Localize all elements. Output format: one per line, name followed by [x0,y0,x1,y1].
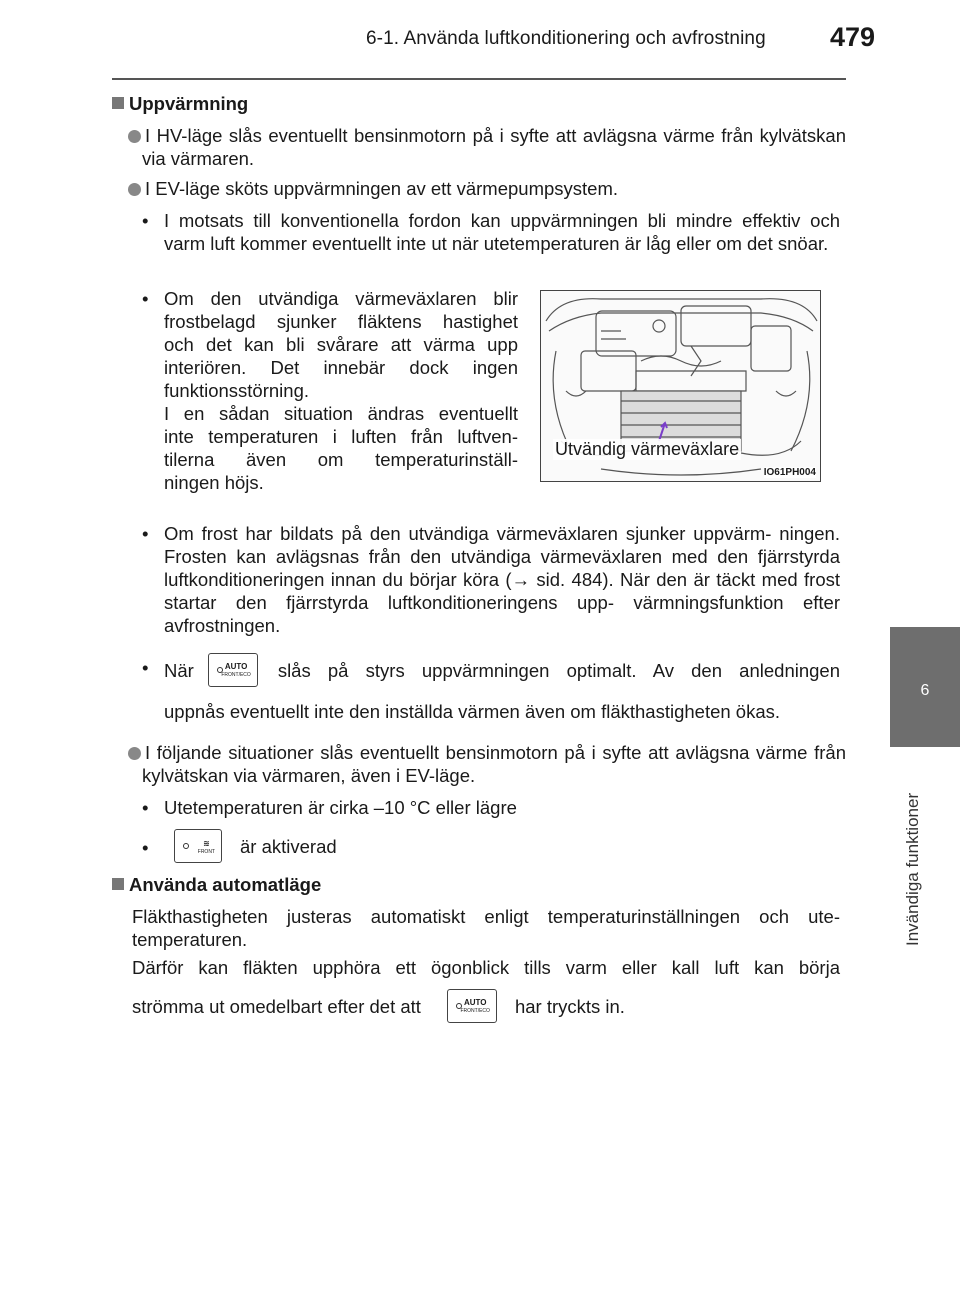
paragraph-ev-mode: I EV-läge sköts uppvärmningen av ett värmepumpsystem. [128,177,846,200]
square-bullet-icon [112,878,124,890]
circle-bullet-icon [128,130,141,143]
paragraph-fan-stop-line1: Därför kan fläkten upphöra ett ögonblick tills varm eller kall luft kan börja [132,957,840,978]
chapter-tab [890,627,960,747]
paragraph-fan-speed: Fläkthastigheten justeras automatiskt enligt temperaturinställningen och ute- temperaturen. [132,906,840,950]
arrow-icon: → [511,569,531,590]
bullet-conventional: • I motsats till konventionella fordon kan uppvärmningen bli mindre effektiv och varm luft kommer eventuellt inte ut när utetemperaturen är låg eller om det snöar. [142,210,840,254]
bullet-outside-temp: • Utetemperaturen är cirka –10 °C eller lägre [142,797,517,818]
paragraph-hv-mode: I HV-läge slås eventuellt bensinmotorn på i syfte att avlägsna värme från kylvätskan via värmaren. [128,124,846,170]
circle-bullet-icon [128,747,141,760]
auto-button-icon: AUTO FRONT/ECO [447,989,497,1023]
header-divider [112,78,846,80]
bullet-auto: • När AUTO FRONT/ECO slås på styrs uppvärmningen optimalt. Av den anledningen uppnås eventuellt inte den inställda värmen även om fläkthastigheten ökas. [142,652,840,723]
section-title: 6-1. Använda luftkonditionering och avfrostning [366,28,766,49]
chapter-label [893,756,933,946]
engine-bay-illustration [540,290,821,482]
bullet-frost-fan: • Om den utvändiga värmeväxlaren blir frostbelagd sjunker fläktens hastighet och det kan bli svårare att värma upp interiören. Det innebär dock ingen funktionsstörning. I en sådan situation ändras eventuellt inte temperaturen i luften från luftven- tilerna även om temperaturinställ- ningen höjs. [142,288,518,493]
front-defroster-button-icon: ≋ FRONT [174,829,222,863]
chapter-label-text: Invändiga funktioner [903,792,922,946]
paragraph-ev-situations: I följande situationer slås eventuellt bensinmotorn på i syfte att avlägsna värme från kylvätskan via värmaren, även i EV-läge. [128,741,846,787]
heading-auto-mode: Använda automatläge [112,873,846,896]
page-number: 479 [830,22,876,52]
illustration-code: IO61PH004 [763,467,816,478]
circle-bullet-icon [128,183,141,196]
square-bullet-icon [112,97,124,109]
bullet-frost-remote: • Om frost har bildats på den utvändiga värmeväxlaren sjunker uppvärm- ningen. Frosten kan avlägsnas från den utvändiga värmeväxlaren med den fjärrstyrda luftkonditioneringen innan du börjar köra (→ sid. 484). När den är täckt med frost startar den fjärrstyrda luftkonditioneringens upp- värmningsfunktion efter avfrostningen. [142,523,840,636]
bullet-front-defrost: • ≋ FRONT är aktiverad [142,828,840,864]
illustration-label: Utvändig värmeväxlare [555,439,740,459]
heading-heating: Uppvärmning [112,92,846,115]
chapter-number: 6 [920,682,930,699]
paragraph-fan-stop-line2: strömma ut omedelbart efter det att AUTO FRONT/ECO har tryckts in. [132,986,840,1026]
auto-button-icon: AUTO FRONT/ECO [208,653,258,687]
